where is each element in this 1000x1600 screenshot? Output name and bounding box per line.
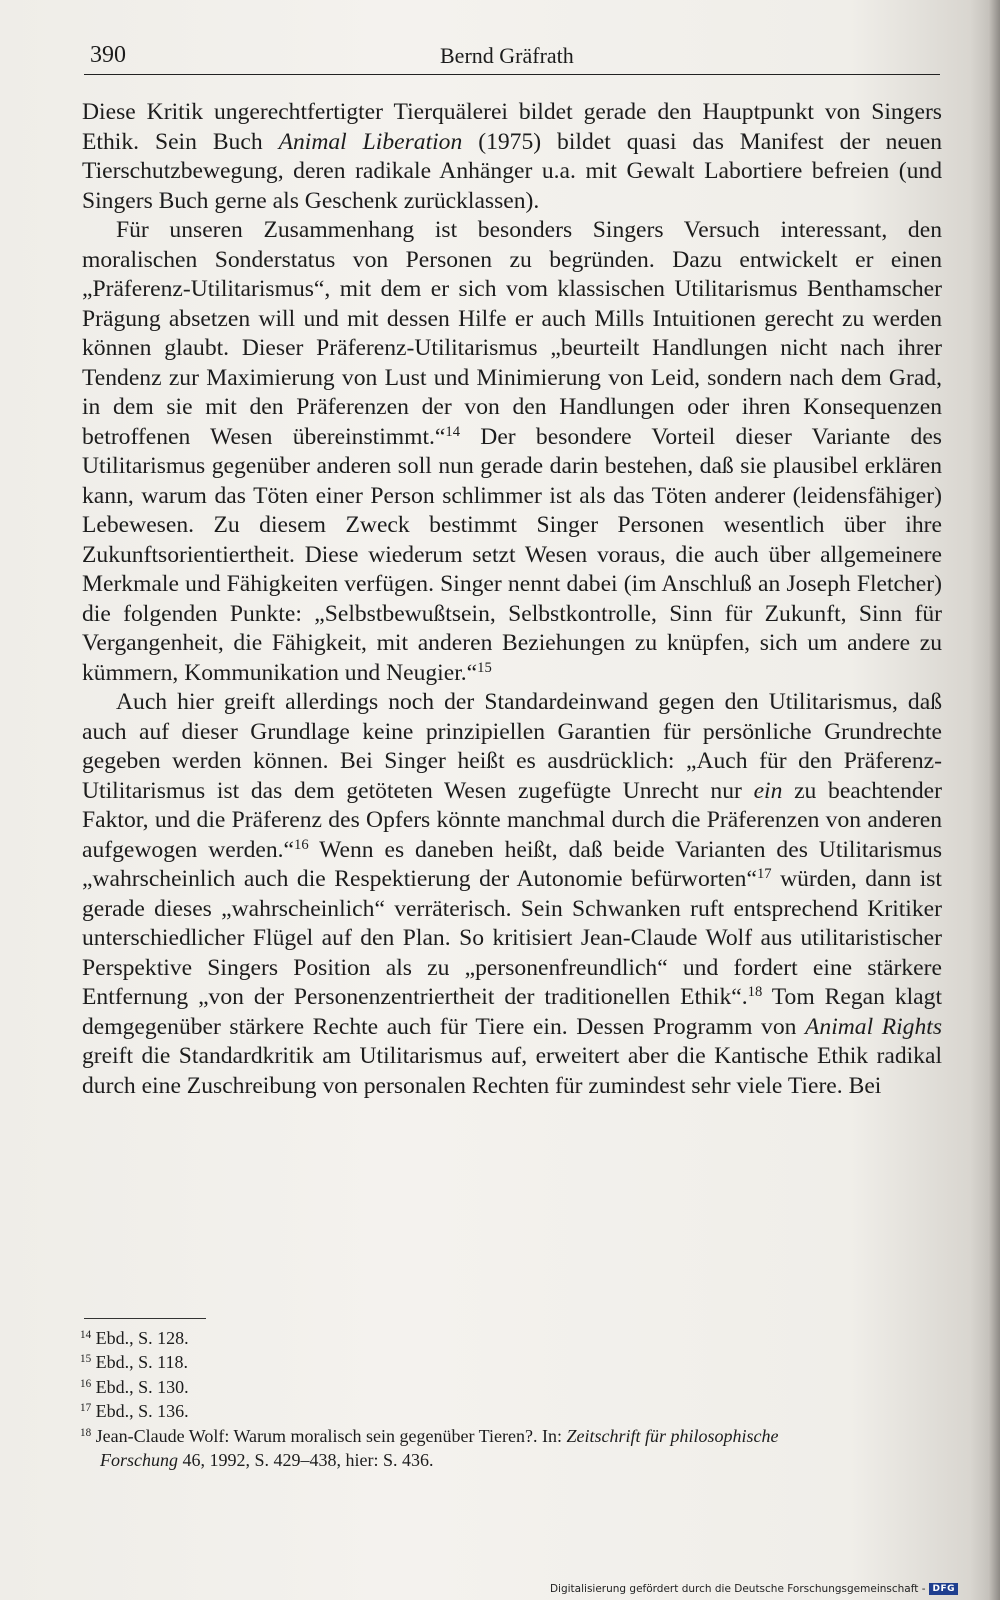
footnote-number: 14: [80, 1328, 92, 1341]
paragraph-text: würden, dann ist gerade dieses „wahrscheinlich“ verräterisch. Sein Schwanken ruft entsprechend Kritiker unterschiedlicher Flügel auf den Plan. So kritisiert Jean-Claude Wolf aus utilitaristischer Perspektive Singers Position als zu „personenfreundlich“ und fordert eine stärkere Entfernung „von der Personenzentriertheit der traditionellen Ethik“.: [82, 866, 942, 1010]
footnote-text: Ebd., S. 128.: [91, 1328, 189, 1348]
footnote-continuation: [80, 1448, 942, 1472]
paragraph-text: greift die Standardkritik am Utilitarismus auf, erweitert aber die Kantische Ethik radikal durch eine Zuschreibung von personalen Rechten für zumindest sehr viele Tiere. Bei: [82, 1043, 942, 1099]
page-edge-shadow: [988, 0, 1000, 1600]
paragraph-2: [82, 216, 942, 688]
paragraph-text: Der besondere Vorteil dieser Variante des Utilitarismus gegenüber anderen soll nun gerade darin bestehen, daß sie plausibel erklären kann, warum das Töten einer Person schlimmer ist als das Töten anderer (leidensfähiger) Lebewesen. Zu diesem Zweck bestimmt Singer Personen wesentlich über ihre Zukunftsorientiertheit. Diese wiederum setzt Wesen voraus, die auch über allgemeinere Merkmale und Fähigkeiten verfügen. Singer nennt dabei (im Anschluß an Joseph Fletcher) die folgenden Punkte: „Selbstbewußtsein, Selbstkontrolle, Sinn für Zukunft, Sinn für Vergangenheit, die Fähigkeit, mit anderen Beziehungen zu knüpfen, sich um andere zu kümmern, Kommunikation und Neugier.“: [82, 423, 942, 686]
paragraph-3: [82, 688, 942, 1101]
digitization-credit: [550, 1583, 958, 1595]
book-title: Animal Rights: [805, 1013, 943, 1040]
footnote-ref: 14: [445, 423, 461, 440]
footnote-text: Jean-Claude Wolf: Warum moralisch sein gegenüber Tieren?. In:: [91, 1425, 567, 1446]
footnote-number: 17: [80, 1402, 92, 1415]
footnote-text: Ebd., S. 136.: [91, 1401, 189, 1422]
paragraph-text: (1975) bildet quasi das Manifest der neuen Tierschutzbewegung, deren radikale Anhänger u.a. mit Gewalt Labortiere befreien (und Singers Buch gerne als Geschenk zurücklassen).: [82, 128, 942, 214]
footnote: [80, 1424, 942, 1448]
footnote: [80, 1326, 942, 1350]
footnote: [80, 1350, 942, 1374]
journal-title: Forschung: [100, 1450, 178, 1471]
emphasis: ein: [753, 777, 783, 804]
footnote-number: 18: [80, 1426, 92, 1439]
paragraph-text: Diese Kritik ungerechtfertigter Tierquälerei bildet gerade den Hauptpunkt von Singers Ethik. Sein Buch: [82, 99, 942, 155]
footnote-ref: 15: [477, 659, 492, 676]
footnote: [80, 1399, 942, 1423]
footnote-divider: [84, 1318, 206, 1319]
credit-text: Digitalisierung gefördert durch die Deutsche Forschungsgemeinschaft -: [549, 1583, 926, 1595]
paragraph-text: Für unseren Zusammenhang ist besonders Singers Versuch interessant, den moralischen Sonderstatus von Personen zu begründen. Dazu entwickelt er einen „Präferenz-Utilitarismus“, mit dem er sich vom klassischen Utilitarismus Benthamscher Prägung absetzen will und mit dessen Hilfe er auch Mills Intuitionen gerecht zu werden können glaubt. Dieser Präferenz-Utilitarismus „beurteilt Handlungen nicht nach ihrer Tendenz zur Maximierung von Lust und Minimierung von Leid, sondern nach dem Grad, in dem sie mit den Präferenzen der von den Handlungen oder ihren Konsequenzen betroffenen Wesen übereinstimmt.“: [82, 217, 942, 450]
footnote: [80, 1375, 942, 1399]
book-title: Animal Liberation: [278, 128, 463, 155]
footnote-number: 16: [80, 1377, 92, 1390]
paragraph-1: [82, 98, 942, 216]
paragraph-text: Auch hier greift allerdings noch der Standardeinwand gegen den Utilitarismus, daß auch auf dieser Grundlage keine prinzipiellen Garantien für persönliche Grundrechte gegeben werden können. Bei Singer heißt es ausdrücklich: „Auch für den Präferenz-Utilitarismus ist das dem getöteten Wesen zugefügte Unrecht nur: [82, 689, 942, 804]
page-number: 390: [90, 42, 126, 68]
journal-title: Zeitschrift für philosophische: [566, 1425, 779, 1446]
footnote-text: Ebd., S. 130.: [91, 1376, 189, 1397]
footnote-number: 15: [80, 1353, 92, 1366]
footnotes: [80, 1326, 942, 1472]
body-text: [82, 98, 942, 1101]
page-header: [84, 40, 940, 75]
footnote-text: Ebd., S. 118.: [91, 1352, 188, 1373]
footnote-text: 46, 1992, S. 429–438, hier: S. 436.: [178, 1450, 434, 1471]
footnote-ref: 16: [294, 836, 309, 853]
paragraph-text: zu beachtender Faktor, und die Präferenz des Opfers könnte manchmal durch die Präferenzen von anderen aufgewogen werden.“: [82, 777, 942, 863]
footnote-ref: 18: [747, 983, 763, 1000]
paragraph-text: Tom Regan klagt demgegenüber stärkere Rechte auch für Tiere ein. Dessen Programm von: [82, 984, 942, 1040]
paragraph-text: Wenn es daneben heißt, daß beide Varianten des Utilitarismus „wahrscheinlich auch die Respektierung der Autonomie befürworten“: [82, 836, 942, 892]
dfg-logo-icon: DFG: [929, 1583, 958, 1595]
footnote-ref: 17: [756, 865, 772, 882]
running-head: Bernd Gräfrath: [440, 43, 574, 68]
